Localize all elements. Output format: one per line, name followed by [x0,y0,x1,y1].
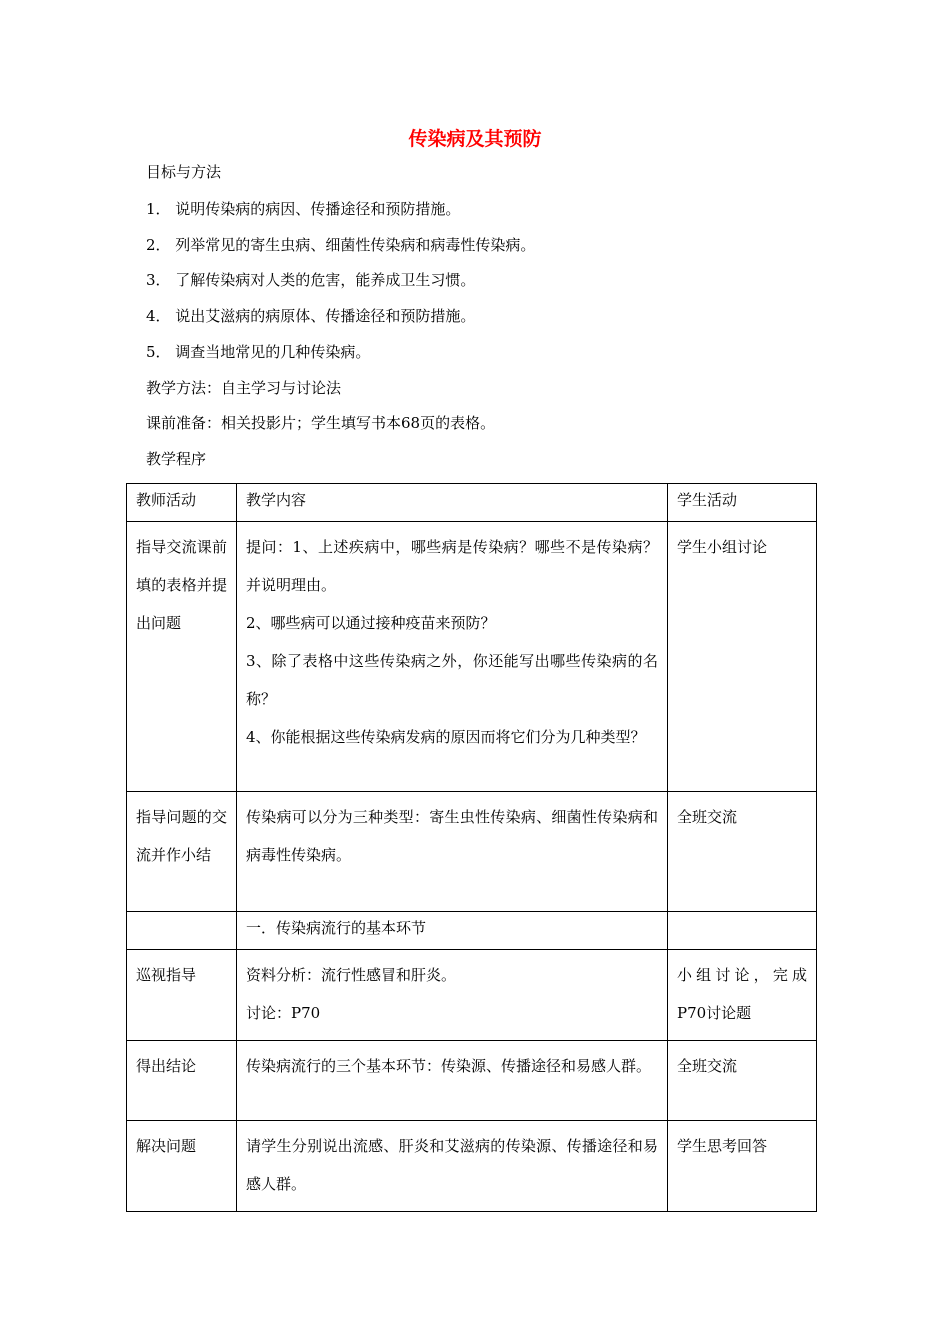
document-title: 传染病及其预防 [408,128,542,150]
header-student: 学生活动 [668,484,817,522]
table-row [127,1041,817,1121]
teacher-activity: 得出结论 [127,1041,237,1121]
teacher-activity: 解决问题 [127,1121,237,1212]
student-activity [668,912,817,950]
content-line: 提问：1、上述疾病中，哪些病是传染病？哪些不是传染病？并说明理由。 [246,538,658,594]
table-row [127,522,817,792]
objective-3: 3． 了解传染病对人类的危害，能养成卫生习惯。 [146,271,476,289]
intro-heading: 目标与方法 [146,163,222,181]
objective-5: 5． 调查当地常见的几种传染病。 [146,343,371,361]
content-line: 4、你能根据这些传染病发病的原因而将它们分为几种类型？ [246,728,646,746]
section-heading: 一．传染病流行的基本环节 [246,919,427,937]
teacher-activity: 指导交流课前填的表格并提出问题 [127,522,237,792]
student-activity: 全班交流 [668,792,817,912]
header-teacher: 教师活动 [127,484,237,522]
content-line: 3、除了表格中这些传染病之外，你还能写出哪些传染病的名称？ [246,652,658,708]
content-line: 讨论：P70 [246,1004,321,1022]
teacher-activity: 巡视指导 [127,950,237,1041]
table-row [127,950,817,1041]
objective-1: 1． 说明传染病的病因、传播途径和预防措施。 [146,200,461,218]
table-row [127,1121,817,1212]
student-activity: 小组讨论，完成P70讨论题 [668,950,817,1041]
student-activity: 学生思考回答 [668,1121,817,1212]
teaching-content [237,1121,668,1212]
content-line: 请学生分别说出流感、肝炎和艾滋病的传染源、传播途径和易感人群。 [246,1137,658,1193]
objective-2: 2． 列举常见的寄生虫病、细菌性传染病和病毒性传染病。 [146,236,536,254]
student-activity: 全班交流 [668,1041,817,1121]
teaching-content [237,912,668,950]
objective-4: 4． 说出艾滋病的病原体、传播途径和预防措施。 [146,307,476,325]
table-row [127,792,817,912]
lesson-table [126,483,817,1212]
procedure-heading: 教学程序 [146,450,207,468]
teacher-activity [127,912,237,950]
content-line: 传染病流行的三个基本环节：传染源、传播途径和易感人群。 [246,1057,652,1075]
teaching-content [237,950,668,1041]
table-row [127,912,817,950]
teaching-content [237,792,668,912]
table-header-row [127,484,817,522]
teaching-content [237,522,668,792]
student-activity: 学生小组讨论 [668,522,817,792]
teacher-activity: 指导问题的交流并作小结 [127,792,237,912]
content-line: 资料分析：流行性感冒和肝炎。 [246,966,457,984]
teaching-method: 教学方法：自主学习与讨论法 [146,379,342,397]
class-preparation: 课前准备：相关投影片；学生填写书本68页的表格。 [146,414,496,432]
header-content: 教学内容 [237,484,668,522]
teaching-content [237,1041,668,1121]
content-line: 传染病可以分为三种类型：寄生虫性传染病、细菌性传染病和病毒性传染病。 [246,808,658,864]
content-line: 2、哪些病可以通过接种疫苗来预防？ [246,614,496,632]
